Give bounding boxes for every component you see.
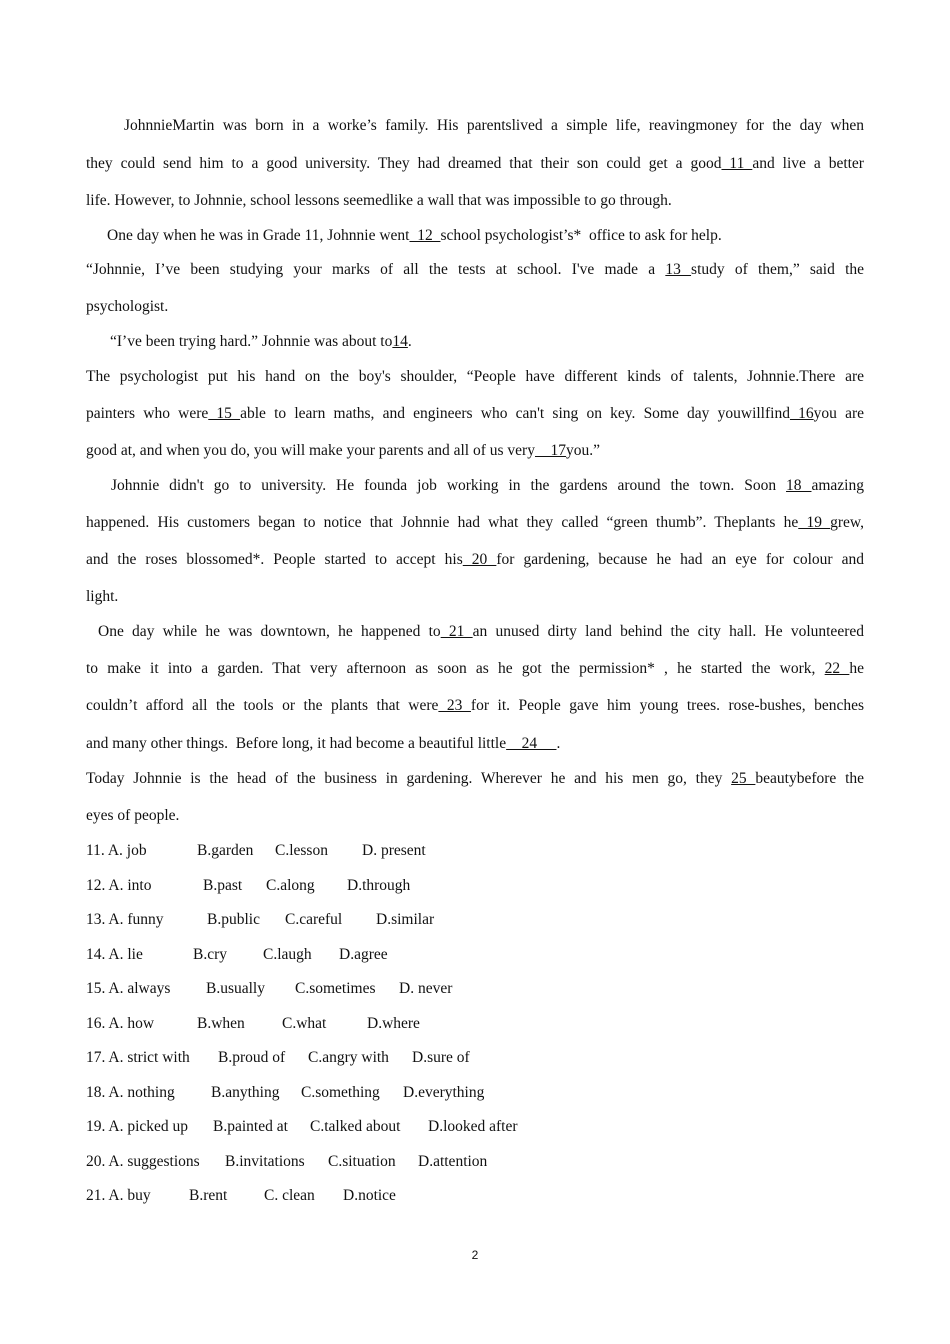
text: amazing <box>811 477 864 494</box>
text: school psychologist’s* office to ask for help. <box>440 227 722 244</box>
page-number: 2 <box>471 1248 479 1262</box>
option-d: D.where <box>367 1015 420 1032</box>
option-b: B.past <box>203 877 243 894</box>
text: able to learn maths, and engineers who can't sing on key. Some day youwillfind <box>240 405 790 422</box>
option-c: C.what <box>282 1015 327 1032</box>
blank-14: 14 <box>392 333 408 350</box>
option-d: D.similar <box>376 911 435 928</box>
text: good at, and when you do, you will make your parents and all of us very <box>86 442 535 459</box>
passage-line <box>86 441 600 461</box>
blank-16: 16 <box>789 405 814 422</box>
passage-line <box>86 476 864 496</box>
option-c: C.something <box>301 1084 380 1101</box>
option-d: D.looked after <box>428 1118 518 1135</box>
text: “I’ve been trying hard.” Johnnie was about to <box>110 333 393 350</box>
text: Johnnie didn't go to university. He founda job working in the gardens around the town. Soon <box>111 477 787 494</box>
option-c: C.careful <box>285 911 343 928</box>
option-a: 14. A. lie <box>86 946 143 963</box>
text: beautybefore the <box>755 770 865 787</box>
passage-line <box>86 297 168 317</box>
passage-line <box>86 367 864 387</box>
text: . <box>556 735 561 752</box>
text: and live a better <box>752 155 864 172</box>
option-a: 11. A. job <box>86 842 147 859</box>
passage-line <box>86 769 864 789</box>
passage-line <box>86 734 560 754</box>
passage-line <box>86 806 179 826</box>
option-a: 12. A. into <box>86 877 152 894</box>
option-d: D.through <box>347 877 411 894</box>
option-c: C.sometimes <box>295 980 376 997</box>
passage-line <box>86 154 864 174</box>
blank-24: 24 <box>506 735 557 752</box>
text: life. However, to Johnnie, school lessons seemedlike a wall that was impossible to go through. <box>86 192 672 209</box>
text: happened. His customers began to notice that Johnnie had what they called “green thumb”. Theplants he <box>86 514 799 531</box>
text: you.” <box>565 442 600 459</box>
passage-line <box>86 513 864 533</box>
blank-15: 15 <box>208 405 241 422</box>
passage-line <box>86 659 864 679</box>
passage-line <box>86 587 118 607</box>
text: for gardening, because he had an eye for colour and <box>496 551 865 568</box>
option-b: B.rent <box>189 1187 228 1204</box>
text: grew, <box>830 514 864 531</box>
text: and the roses blossomed*. People started to accept his <box>86 551 463 568</box>
text: psychologist. <box>86 298 169 315</box>
option-b: B.anything <box>211 1084 280 1101</box>
option-c: C.angry with <box>308 1049 389 1066</box>
text: and many other things. Before long, it had become a beautiful little <box>86 735 507 752</box>
option-b: B.when <box>197 1015 245 1032</box>
option-b: B.proud of <box>218 1049 286 1066</box>
blank-11: 11 <box>721 155 753 172</box>
option-a: 18. A. nothing <box>86 1084 175 1101</box>
text: Today Johnnie is the head of the business in gardening. Wherever he and his men go, they <box>86 770 732 787</box>
passage-line <box>86 404 864 424</box>
text: to make it into a garden. That very afternoon as soon as he got the permission* , he started the work, <box>86 660 825 677</box>
option-a: 16. A. how <box>86 1015 155 1032</box>
passage-line <box>86 191 672 211</box>
option-d: D.everything <box>403 1084 485 1101</box>
option-a: 15. A. always <box>86 980 171 997</box>
text: One day while he was downtown, he happened to <box>98 623 441 640</box>
text: One day when he was in Grade 11, Johnnie went <box>107 227 410 244</box>
passage-line <box>86 622 864 642</box>
text: JohnnieMartin was born in a worke’s family. His parentslived a simple life, reavingmoney for the day when <box>124 117 864 134</box>
text: an unused dirty land behind the city hall. He volunteered <box>472 623 864 640</box>
passage-line <box>86 550 864 570</box>
blank-21: 21 <box>440 623 473 640</box>
text: painters who were <box>86 405 209 422</box>
option-d: D.agree <box>339 946 388 963</box>
option-a: 21. A. buy <box>86 1187 151 1204</box>
blank-13: 13 <box>665 261 692 278</box>
option-b: B.invitations <box>225 1153 305 1170</box>
text: light. <box>86 588 119 605</box>
option-b: B.cry <box>193 946 228 963</box>
option-b: B.garden <box>197 842 254 859</box>
option-c: C.along <box>266 877 315 894</box>
option-a: 13. A. funny <box>86 911 164 928</box>
option-c: C. clean <box>264 1187 315 1204</box>
passage-line <box>86 260 864 280</box>
option-d: D.notice <box>343 1187 396 1204</box>
passage-line <box>110 332 412 352</box>
blank-19: 19 <box>798 514 831 531</box>
blank-18: 18 <box>786 477 812 494</box>
option-a: 19. A. picked up <box>86 1118 189 1135</box>
blank-17: 17 <box>534 442 566 459</box>
option-b: B.usually <box>206 980 265 997</box>
option-c: C.laugh <box>263 946 312 963</box>
passage-line <box>107 226 722 246</box>
blank-12: 12 <box>409 227 441 244</box>
blank-20: 20 <box>462 551 497 568</box>
text: . <box>407 333 412 350</box>
option-c: C.situation <box>328 1153 396 1170</box>
text: study of them,” said the <box>691 261 865 278</box>
text: “Johnnie, I’ve been studying your marks of all the tests at school. I've made a <box>86 261 666 278</box>
passage-line <box>86 696 864 716</box>
text: you are <box>813 405 864 422</box>
option-c: C.talked about <box>310 1118 401 1135</box>
passage-line <box>86 116 864 136</box>
option-b: B.public <box>207 911 260 928</box>
option-c: C.lesson <box>275 842 328 859</box>
option-d: D.attention <box>418 1153 488 1170</box>
text: eyes of people. <box>86 807 180 824</box>
option-d: D.sure of <box>412 1049 470 1066</box>
option-d: D. never <box>399 980 453 997</box>
text: for it. People gave him young trees. rose-bushes, benches <box>470 697 865 714</box>
option-a: 17. A. strict with <box>86 1049 190 1066</box>
option-d: D. present <box>362 842 426 859</box>
option-a: 20. A. suggestions <box>86 1153 200 1170</box>
blank-23: 23 <box>438 697 471 714</box>
blank-25: 25 <box>731 770 756 787</box>
text: couldn’t afford all the tools or the plants that were <box>86 697 439 714</box>
blank-22: 22 <box>824 660 850 677</box>
text: he <box>849 660 864 677</box>
text: The psychologist put his hand on the boy's shoulder, “People have different kinds of talents, Johnnie.There are <box>86 368 864 385</box>
option-b: B.painted at <box>213 1118 288 1135</box>
text: they could send him to a good university. They had dreamed that their son could get a good <box>86 155 722 172</box>
